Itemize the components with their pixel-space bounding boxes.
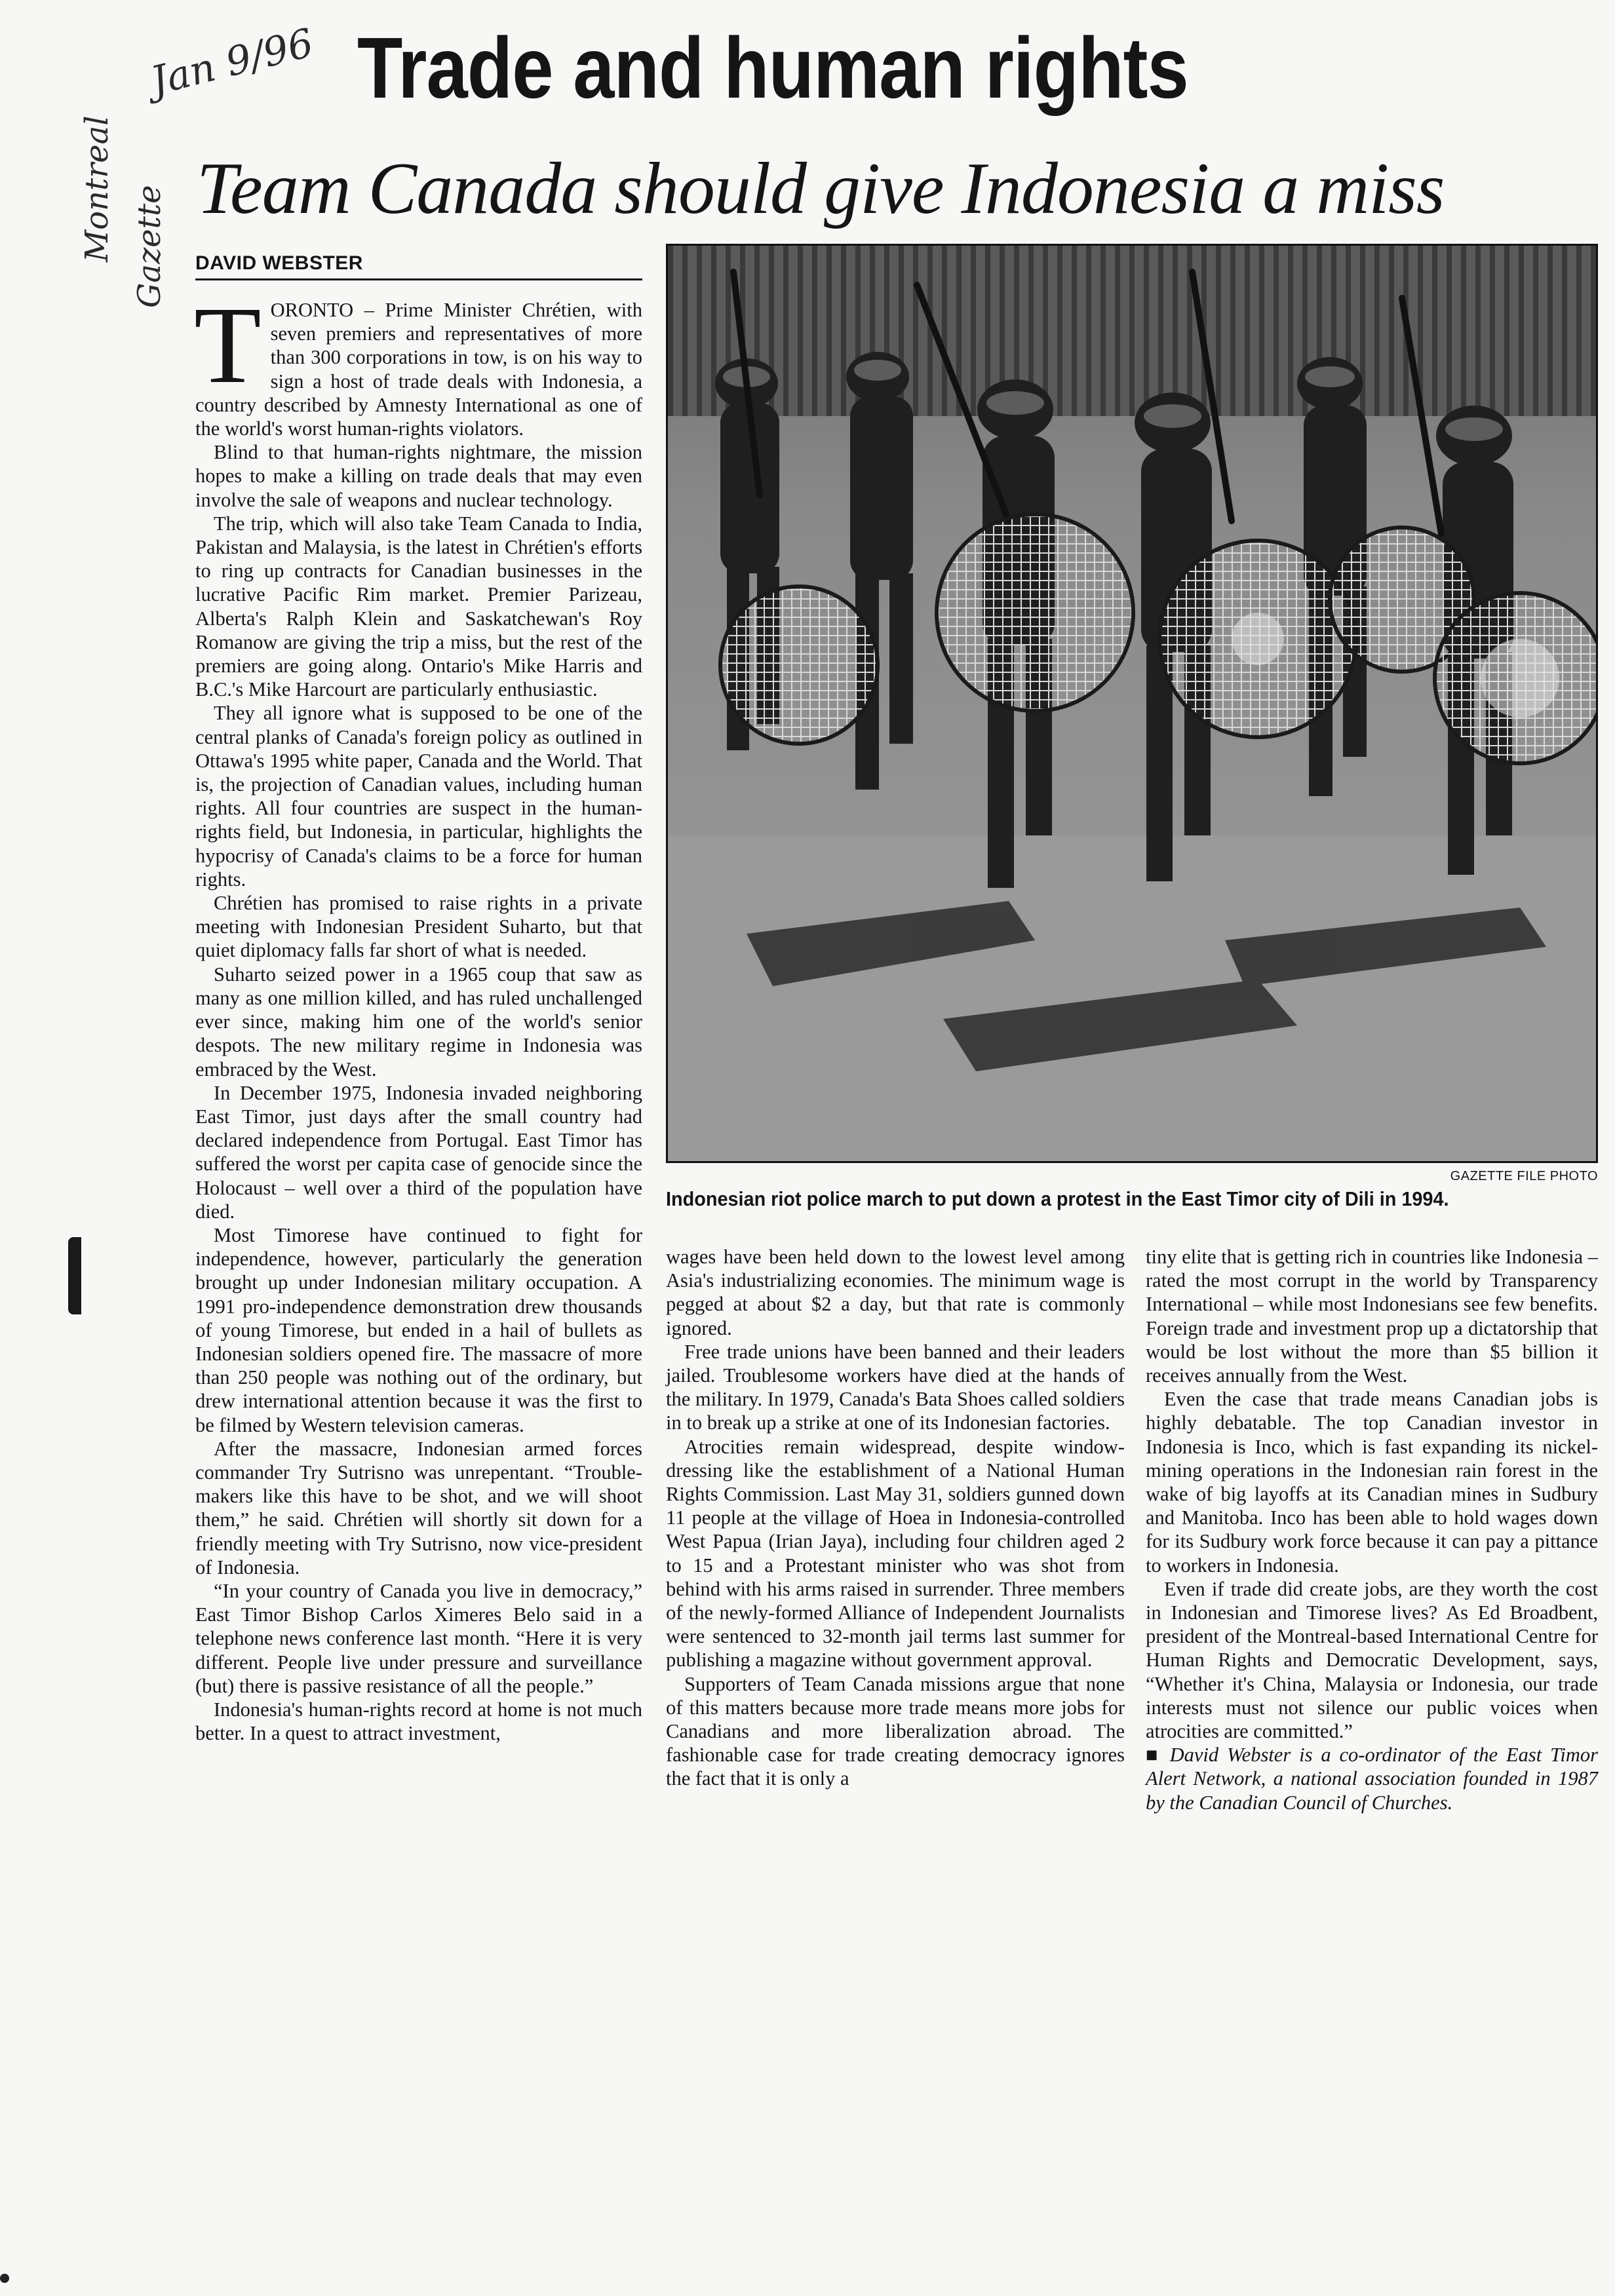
handwritten-publication-line1: Montreal [79,115,115,262]
subhead: Team Canada should give Indonesia a miss [197,148,1445,229]
paragraph: Even if trade did create jobs, are they worth the cost in Indonesian and Timorese lives? As Ed Broadbent, president of the Montreal-based International Centre for Human Rights and Democratic Development, says, “Whether it's China, Malaysia or Indonesia, our trade interests must not silence our public voices when atrocities are committed.” [1146,1577,1598,1743]
scan-dot [0,2274,9,2283]
paragraph: “In your country of Canada you live in democracy,” East Timor Bishop Carlos Ximeres Belo said in a telephone news conference last month. “Here it is very different. People live under pressure and surveillance (but) there is passive resistance of all the people.” [195,1579,642,1697]
paragraph: tiny elite that is getting rich in countries like Indonesia – rated the most corrupt in the world by Transparency International – while most Indonesians see few benefits. Foreign trade and investment prop up a dictatorship that would be lost without the more than $5 billion it receives annually from the West. [1146,1246,1598,1387]
article-column-2 [666,1245,1125,1791]
paragraph: In December 1975, Indonesia invaded neighboring East Timor, just days after the small country had declared independence from Portugal. East Timor has suffered the worst per capita case of genocide since the Holocaust – well over a third of the population have died. [195,1081,642,1223]
author-bio-text: David Webster is a co-ordinator of the East Timor Alert Network, a national association founded in 1987 by the Canadian Council of Churches. [1146,1744,1598,1814]
paragraph: They all ignore what is supposed to be one of the central planks of Canada's foreign policy as outlined in Ottawa's 1995 white paper, Canada and the World. That is, the projection of Canadian values, including human rights. All four countries are suspect in the human-rights field, but Indonesia, in particular, highlights the hypocrisy of Canada's claims to be a force for human rights. [195,702,642,890]
paragraph: After the massacre, Indonesian armed forces commander Try Sutrisno was unrepentant. “Trouble-makers like this have to be shot, and we will shoot them,” he said. Chrétien will shortly sit down for a friendly meeting with Try Sutrisno, now vice-president of Indonesia. [195,1437,642,1578]
headline: Trade and human rights [357,20,1188,116]
photo-caption: Indonesian riot police march to put down a protest in the East Timor city of Dili in 1994. [666,1187,1449,1210]
paragraph: Atrocities remain widespread, despite window-dressing like the establishment of a National Human Rights Commission. Last May 31, soldiers gunned down 11 people at the village of Hoea in Indonesia-controlled West Papua (Irian Jaya), including four children aged 2 to 15 and a Protestant minister who was shot from behind with his arms raised in surrender. Three members of the newly-formed Alliance of Independent Journalists were sentenced to 32-month jail terms last summer for publishing a magazine without government approval. [666,1435,1125,1672]
bio-square-icon: ■ [1146,1744,1161,1767]
article-column-3 [1146,1245,1598,1814]
paragraph: Chrétien has promised to raise rights in a private meeting with Indonesian President Suharto, but that quiet diplomacy falls far short of what is needed. [195,892,642,962]
drop-cap: T [194,284,262,406]
paragraph: The trip, which will also take Team Canada to India, Pakistan and Malaysia, is the latest in Chrétien's efforts to ring up contracts for Canadian businesses in the lucrative Pacific Rim market. Premier Parizeau, Alberta's Ralph Klein and Saskatchewan's Roy Romanow are giving the trip a miss, but the rest of the premiers are going along. Ontario's Mike Harris and B.C.'s Mike Harcourt are particularly enthusiastic. [195,512,642,701]
photo-credit: GAZETTE FILE PHOTO [1450,1169,1598,1183]
news-photo [666,244,1598,1163]
article-column-1 [194,284,642,1745]
paragraph: Free trade unions have been banned and their leaders jailed. Troublesome workers have died at the hands of the military. In 1979, Canada's Bata Shoes called soldiers in to break up a strike at one of its Indonesian factories. [666,1340,1125,1434]
handwritten-date: Jan 9/96 [146,20,319,105]
paragraph: Even the case that trade means Canadian jobs is highly debatable. The top Canadian investor in Indonesia is Inco, which is fast expanding its nickel-mining operations in the Indonesian rain forest in the wake of big layoffs at its Canadian mines in Sudbury and Manitoba. Inco has been able to hold wages down for its Sudbury work force because it can pay a pittance to workers in Indonesia. [1146,1388,1598,1577]
scan-edge-mark [68,1237,81,1314]
lead-text: ORONTO – Prime Minister Chrétien, with seven premiers and representatives of more than 300 corporations in tow, is on his way to sign a host of trade deals with Indonesia, a country described by Amnesty International as one of the world's worst human-rights violators. [195,299,642,440]
author-bio [1146,1743,1598,1814]
paragraph: Blind to that human-rights nightmare, the mission hopes to make a killing on trade deals that may even involve the sale of weapons and nuclear technology. [195,441,642,511]
paragraph: wages have been held down to the lowest level among Asia's industrializing economies. The minimum wage is pegged at about $2 a day, but that rate is commonly ignored. [666,1246,1125,1339]
paragraph: Supporters of Team Canada missions argue that none of this matters because more trade means more jobs for Canadians and more liberalization abroad. The fashionable case for trade creating democracy ignores the fact that it is only a [666,1672,1125,1790]
lead-paragraph [194,284,642,440]
riot-police-photo-illustration [668,246,1596,1161]
handwritten-publication-line2: Gazette [131,185,168,308]
paragraph: Suharto seized power in a 1965 coup that saw as many as one million killed, and has ruled unchallenged ever since, making him one of the world's senior despots. The new military regime in Indonesia was embraced by the West. [195,963,642,1081]
paragraph: Indonesia's human-rights record at home is not much better. In a quest to attract investment, [195,1698,642,1745]
byline: DAVID WEBSTER [195,252,642,280]
paragraph: Most Timorese have continued to fight for independence, however, particularly the generation brought up under Indonesian military occupation. A 1991 pro-independence demonstration drew thousands of young Timorese, but ended in a hail of bullets as Indonesian soldiers opened fire. The massacre of more than 250 people was nothing out of the ordinary, but drew international attention because it was the first to be filmed by Western television cameras. [195,1223,642,1436]
